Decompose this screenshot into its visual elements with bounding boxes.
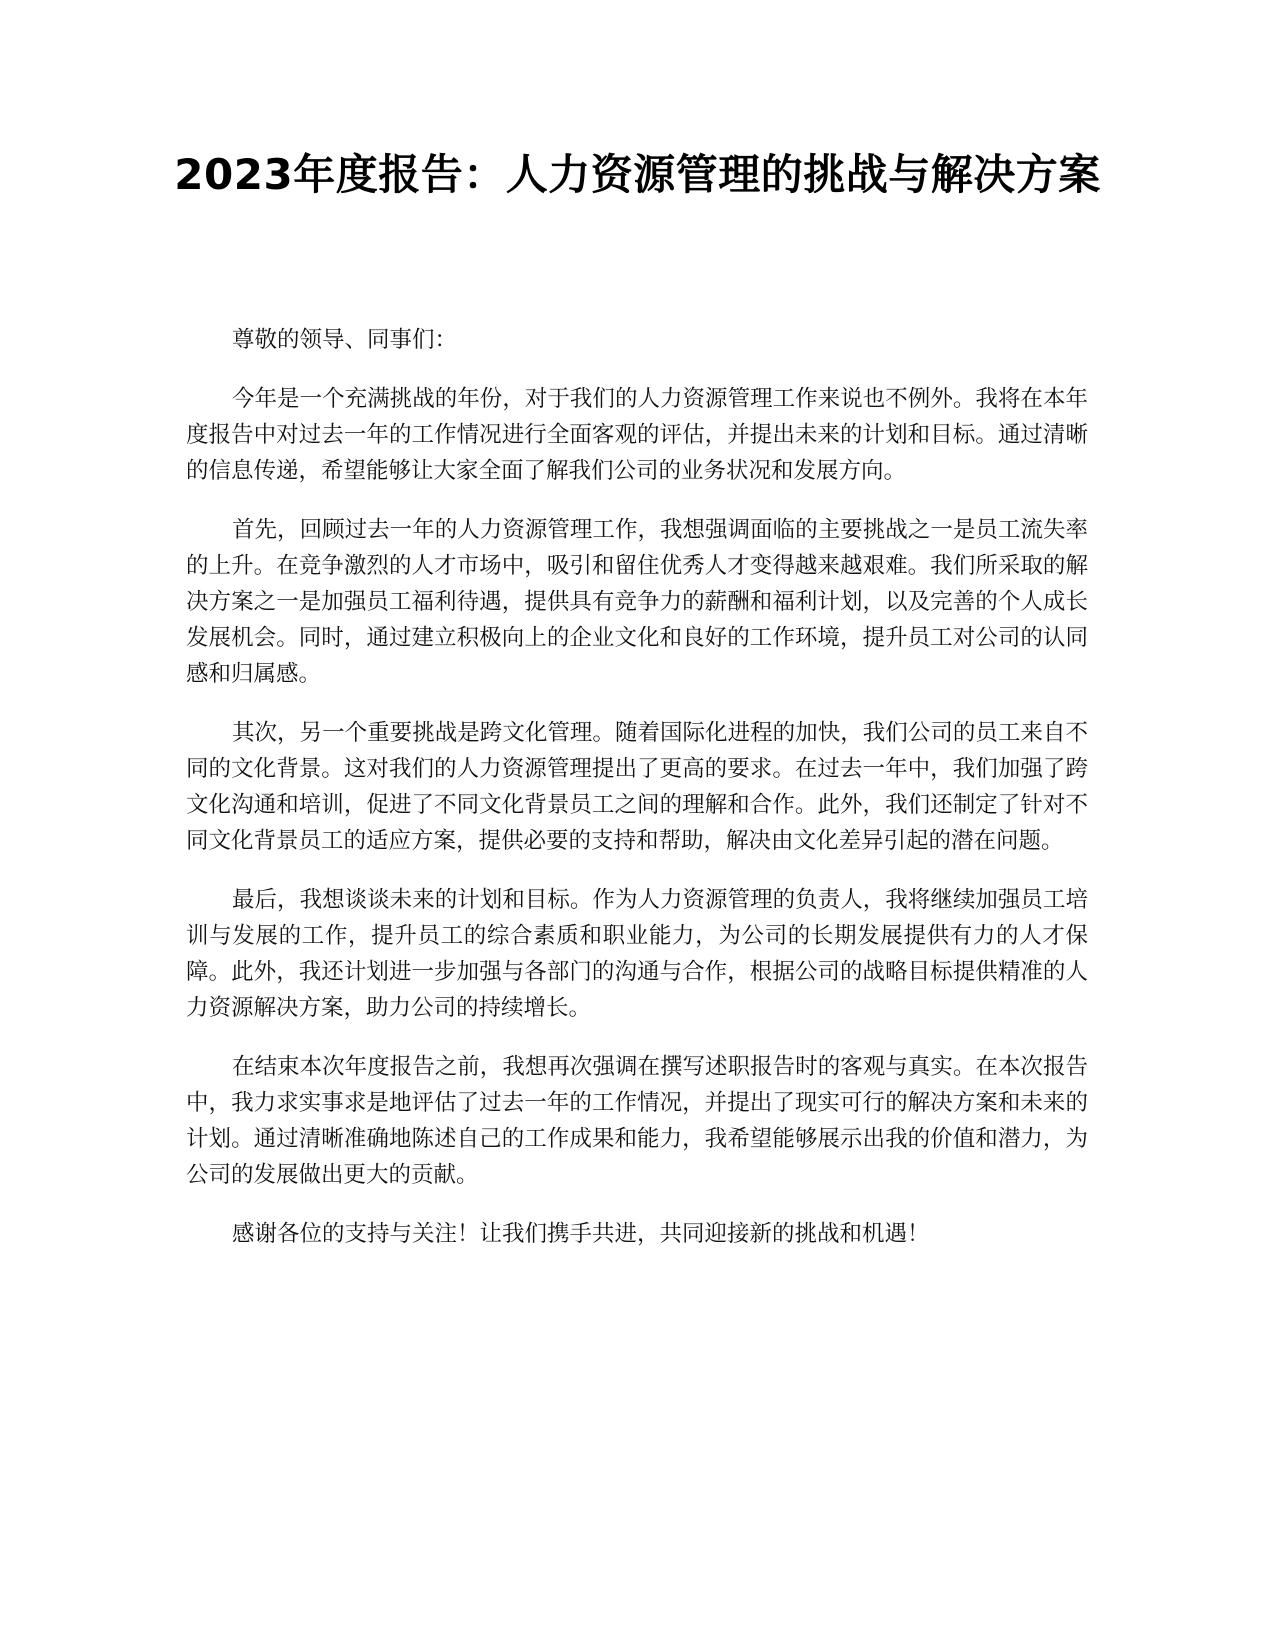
paragraph-thanks: 感谢各位的支持与关注！让我们携手共进，共同迎接新的挑战和机遇！ <box>232 1221 930 1247</box>
paragraph-cross-culture: 其次，另一个重要挑战是跨文化管理。随着国际化进程的加快，我们公司的员工来自不同的文化背景。这对我们的人力资源管理提出了更高的要求。在过去一年中，我们加强了跨文化沟通和培训，促进了不同文化背景员工之间的理解和合作。此外，我们还制定了针对不同文化背景员工的适应方案，提供必要的支持和帮助，解决由文化差异引起的潜在问题。 <box>186 720 1088 854</box>
document-title: 2023年度报告：人力资源管理的挑战与解决方案 <box>174 150 1101 199</box>
paragraph-retention: 首先，回顾过去一年的人力资源管理工作，我想强调面临的主要挑战之一是员工流失率的上升。在竞争激烈的人才市场中，吸引和留住优秀人才变得越来越艰难。我们所采取的解决方案之一是加强员工福利待遇，提供具有竞争力的薪酬和福利计划，以及完善的个人成长发展机会。同时，通过建立积极向上的企业文化和良好的工作环境，提升员工对公司的认同感和归属感。 <box>186 517 1088 687</box>
paragraph-closing: 在结束本次年度报告之前，我想再次强调在撰写述职报告时的客观与真实。在本次报告中，我力求实事求是地评估了过去一年的工作情况，并提出了现实可行的解决方案和未来的计划。通过清晰准确地陈述自己的工作成果和能力，我希望能够展示出我的价值和潜力，为公司的发展做出更大的贡献。 <box>186 1054 1088 1188</box>
paragraph-future-plan: 最后，我想谈谈未来的计划和目标。作为人力资源管理的负责人，我将继续加强员工培训与发展的工作，提升员工的综合素质和职业能力，为公司的长期发展提供有力的人才保障。此外，我还计划进一步加强与各部门的沟通与合作，根据公司的战略目标提供精准的人力资源解决方案，助力公司的持续增长。 <box>186 887 1088 1021</box>
document-body <box>186 322 1088 1275</box>
paragraph-salutation: 尊敬的领导、同事们： <box>232 327 458 353</box>
paragraph-intro: 今年是一个充满挑战的年份，对于我们的人力资源管理工作来说也不例外。我将在本年度报告中对过去一年的工作情况进行全面客观的评估，并提出未来的计划和目标。通过清晰的信息传递，希望能够让大家全面了解我们公司的业务状况和发展方向。 <box>186 386 1088 484</box>
